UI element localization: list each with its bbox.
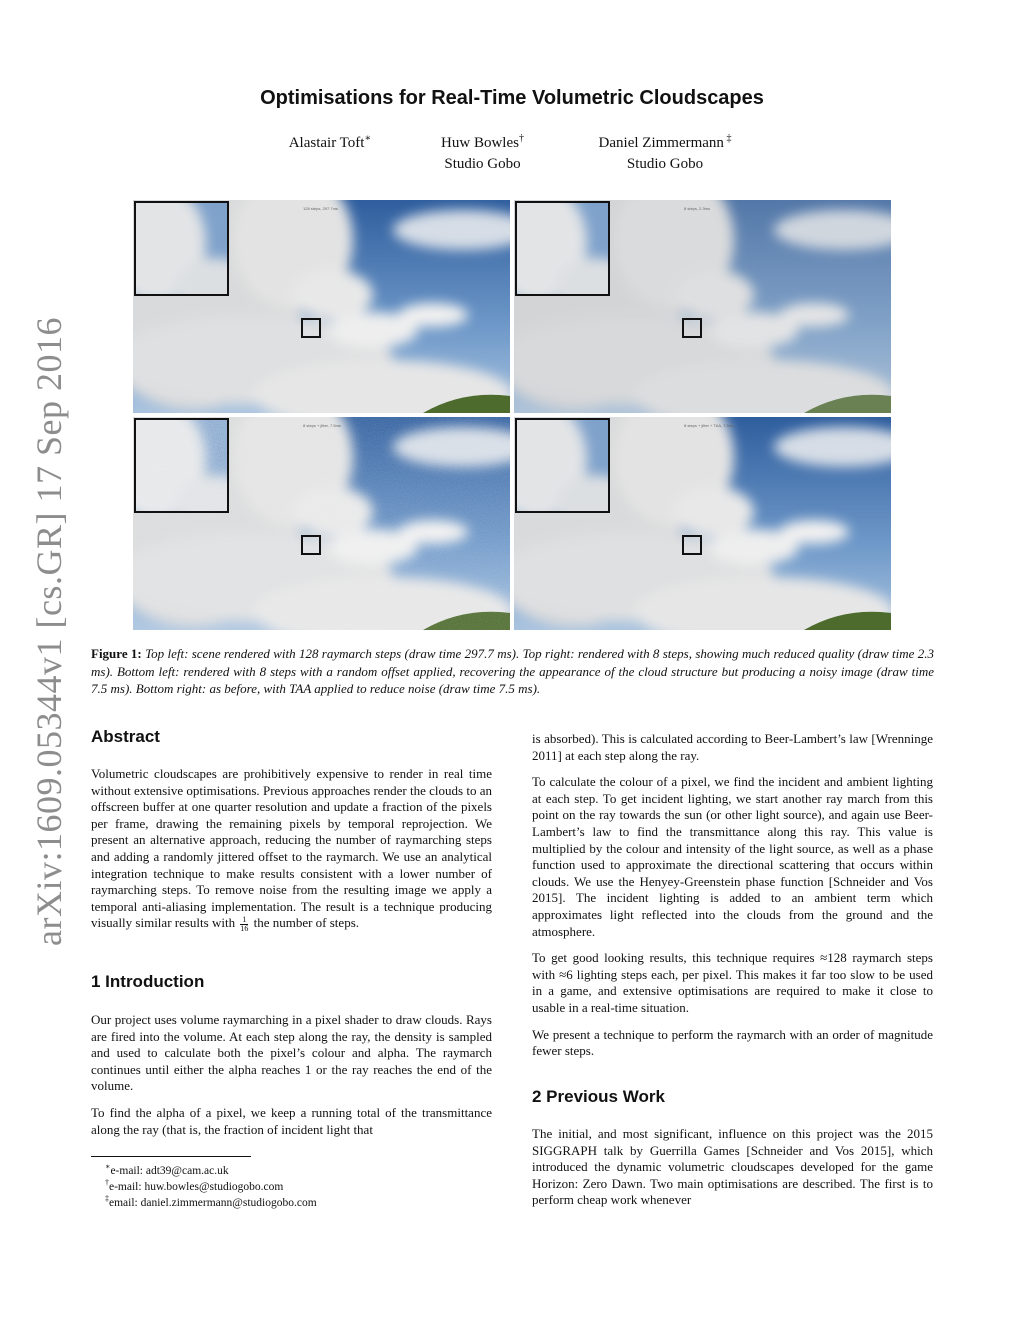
panel-label: 8 steps, 2.3ms <box>684 206 711 211</box>
figure-panel-top-right <box>514 200 891 413</box>
zoom-inset <box>515 201 610 296</box>
footnote <box>105 1191 317 1211</box>
author-affiliation: Studio Gobo <box>444 156 521 172</box>
figure-panel-bottom-left <box>133 417 510 630</box>
author-affiliation: Studio Gobo <box>626 156 704 172</box>
panel-label: 8 steps + jitter, 7.5ms <box>303 423 341 428</box>
author-name: Huw Bowles <box>441 135 519 151</box>
zoom-inset <box>515 418 610 513</box>
section-heading-introduction: 1 Introduction <box>91 972 205 991</box>
panel-label: 128 steps, 297.7ms <box>303 206 338 211</box>
section-heading-previous-work: 2 Previous Work <box>532 1087 665 1106</box>
author-1 <box>270 128 390 154</box>
paragraph: Our project uses volume raymarching in a pixel shader to draw clouds. Rays are fired into the volume. At each step along the ray, the density is sampled and used to calculate both the pixel’s colour and alpha. The raymarch continues until either the alpha reaches 1 or the ray reaches the end of the volume. <box>91 1012 492 1094</box>
footnote-text: e-mail: adt39@cam.ac.uk <box>110 1164 229 1177</box>
figure-1 <box>133 200 892 630</box>
abstract-heading: Abstract <box>91 727 160 746</box>
footnote-text: email: daniel.zimmermann@studiogobo.com <box>109 1196 317 1209</box>
introduction-body <box>91 1012 492 1148</box>
panel-label: 8 steps + jitter + TAA, 7.5ms <box>684 423 735 428</box>
author-name: Daniel Zimmermann <box>598 135 724 151</box>
right-column-body <box>532 731 933 1070</box>
paper-title: Optimisations for Real-Time Volumetric Cloudscapes <box>260 87 764 109</box>
abstract-text-end: the number of steps. <box>253 915 359 931</box>
figure-caption <box>91 645 934 698</box>
caption-text: Top left: scene rendered with 128 raymarch steps (draw time 297.7 ms). Top right: rendered with 8 steps, showing much reduced quality (draw time 2.3 ms). Bottom left: rendered with 8 steps with a random offset applied, recovering the appearance of the cloud structure but producing a noisy image (draw time 7.5 ms). Bottom right: as before, with TAA applied to reduce noise (draw time 7.5 ms). <box>91 646 935 696</box>
zoom-inset <box>134 201 229 296</box>
footnote-mark: † <box>105 1178 109 1187</box>
footnote-text: e-mail: huw.bowles@studiogobo.com <box>109 1180 284 1193</box>
footnote-rule <box>91 1156 251 1157</box>
footnote-mark: ∗ <box>105 1162 111 1171</box>
abstract-text: Volumetric cloudscapes are prohibitively expensive to render in real time without extensive optimisations. Previous approaches render the clouds to an offscreen buffer at one quarter resolution and update a fraction of the pixels per frame, drawing the remaining pixels by temporal reprojection. We present an alternative approach, reducing the number of raymarching steps and adding a randomly jittered offset to the raymarch. We use an analytical integration technique to make results consistent with a lower number of raymarching steps. To remove noise from the resulting image we apply a temporal anti-aliasing implementation. The result is a technique producing visually similar results with <box>91 766 492 931</box>
figure-panel-top-left <box>133 200 510 413</box>
paragraph: To get good looking results, this technique requires ≈128 raymarch steps with ≈6 lighting steps each, per pixel. This makes it far too slow to be used in a game, and extensive optimisations are required to make it close to usable in a real-time situation. <box>532 950 933 1015</box>
author-name: Alastair Toft <box>288 135 365 151</box>
fraction-denominator: 16 <box>240 923 249 933</box>
figure-panel-bottom-right <box>514 417 891 630</box>
paragraph: is absorbed). This is calculated according to Beer-Lambert’s law [Wrenninge 2011] at each step along the ray. <box>532 731 933 763</box>
fraction <box>240 916 248 933</box>
author-2 <box>420 128 545 175</box>
arxiv-stamp: arXiv:1609.05344v1 [cs.GR] 17 Sep 2016 <box>29 317 69 946</box>
fraction-numerator: 1 <box>242 914 247 924</box>
zoom-inset <box>134 418 229 513</box>
paragraph: The initial, and most significant, influence on this project was the 2015 SIGGRAPH talk by Guerrilla Games [Schneider and Vos 2015], which introduced the dynamic volumetric cloudscapes developed for the game Horizon: Zero Dawn. Two main optimisations are described. The first is to perform cheap work whenever <box>532 1126 933 1208</box>
author-mark: † <box>518 133 524 144</box>
zoom-region-marker <box>301 318 321 338</box>
zoom-region-marker <box>682 535 702 555</box>
author-3 <box>585 128 745 175</box>
zoom-region-marker <box>682 318 702 338</box>
previous-work-body <box>532 1126 933 1219</box>
paragraph: We present a technique to perform the raymarch with an order of magnitude fewer steps. <box>532 1026 933 1059</box>
abstract-body <box>91 766 492 943</box>
footnote-mark: ‡ <box>105 1194 109 1203</box>
author-mark: ‡ <box>723 133 732 144</box>
paragraph: To calculate the colour of a pixel, we find the incident and ambient lighting at each step. To get incident lighting, we start another ray march from this point on the ray towards the sun (or other light source), and again use Beer-Lambert’s law to find the transmittance along this ray. This value is multiplied by the colour and intensity of the light source, as well as a phase function used to approximate the directional scattering that occurs within clouds. We use the Henyey-Greenstein phase function [Schneider and Vos 2015]. The incident lighting is added to an ambient term which approximates light reflected into the clouds from the ground and the atmosphere. <box>532 774 933 939</box>
zoom-region-marker <box>301 535 321 555</box>
author-mark: ∗ <box>364 133 372 144</box>
caption-label: Figure 1: <box>91 646 142 661</box>
paragraph: To find the alpha of a pixel, we keep a running total of the transmittance along the ray (that is, the fraction of incident light that <box>91 1104 492 1137</box>
